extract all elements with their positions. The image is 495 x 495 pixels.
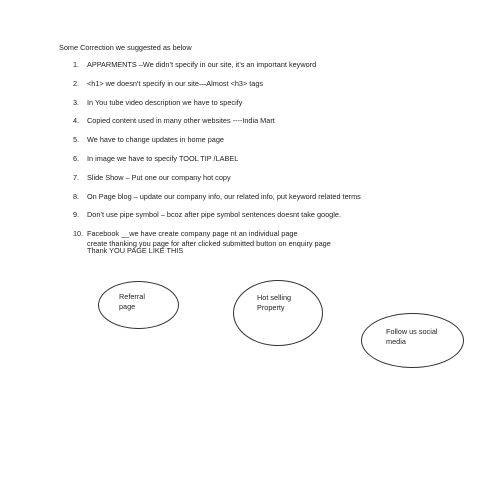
list-item-number: 3. xyxy=(73,97,80,107)
list-item-text: We have to change updates in home page xyxy=(87,135,224,145)
list-item xyxy=(59,135,361,145)
hot-selling-property-bubble xyxy=(233,280,323,346)
list-item xyxy=(59,173,361,183)
list-item-number: 7. xyxy=(73,172,80,182)
list-item-number: 4. xyxy=(73,116,80,126)
list-item-text: Don’t use pipe symbol – bcoz after pipe symbol sentences doesnt take google. xyxy=(87,210,341,220)
bubble-label: Follow us social media xyxy=(386,327,438,346)
list-item-number: 6. xyxy=(73,153,80,163)
bubble-label: Hot selling Property xyxy=(257,293,292,312)
document-heading: Some Correction we suggested as below xyxy=(59,43,192,52)
list-item-number: 5. xyxy=(73,135,80,145)
list-item-text: In image we have to specify TOOL TIP /LABEL xyxy=(87,153,239,163)
list-item-number: 2. xyxy=(73,78,80,88)
list-item-text: <h1> we doesn’t specify in our site—Almost <h3> tags xyxy=(87,78,264,88)
list-item-text: On Page blog – update our company info, our related info, put keyword related terms xyxy=(87,191,361,201)
list-item-number: 10. xyxy=(73,229,84,239)
follow-social-media-bubble xyxy=(361,313,464,368)
list-item xyxy=(59,154,361,164)
list-item xyxy=(59,60,361,70)
list-item-text: In You tube video description we have to specify xyxy=(87,97,243,107)
list-item-number: 9. xyxy=(73,210,80,220)
list-item xyxy=(59,210,361,220)
list-item xyxy=(59,98,361,108)
list-item-text: Slide Show – Put one our company hot copy xyxy=(87,172,231,182)
list-item-text-continued: create thanking you page for after clicked submitted button on enquiry page xyxy=(87,238,331,248)
thank-you-note: Thank YOU PAGE LIKE THIS xyxy=(87,246,184,255)
list-item-text: Copied content used in many other websites ----India Mart xyxy=(87,116,275,126)
list-item xyxy=(59,79,361,89)
list-item xyxy=(59,116,361,126)
list-item-text: Facebook __we have create company page nt an individual page xyxy=(87,229,298,239)
list-item xyxy=(59,192,361,202)
bubble-label: Referral page xyxy=(119,292,145,311)
referral-page-bubble xyxy=(98,281,179,329)
list-item-number: 1. xyxy=(73,60,80,69)
correction-list xyxy=(59,60,361,257)
list-item-text: APPARMENTS –We didn’t specify in our site, it’s an important keyword xyxy=(87,60,317,69)
list-item-number: 8. xyxy=(73,191,80,201)
